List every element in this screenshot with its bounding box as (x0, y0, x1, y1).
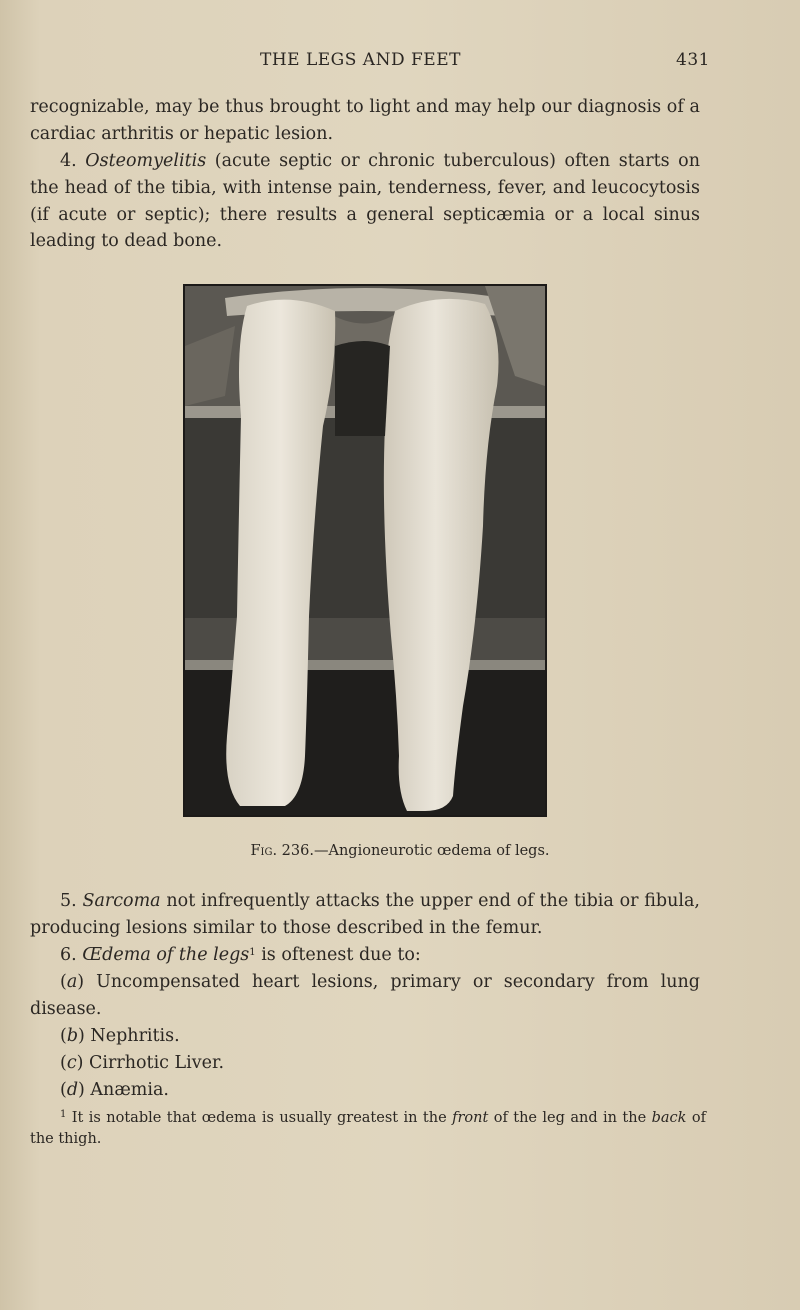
item-4-text: (acute septic or chronic tuberculous) often starts on the head of the tibia, with intense pain, tenderness, fever, and leucocytosis (if acute or septic); there results a general septicæmia or a local sinus leading to dead bone. (30, 151, 700, 252)
footnote-mark: 1 (60, 1109, 67, 1120)
footnote-ref: 1 (249, 947, 256, 958)
sublist-item-d: (d) Anæmia. (60, 1080, 169, 1100)
figure-caption-text: —Angioneurotic œdema of legs. (313, 843, 550, 859)
sublist-item-a: (a) Uncompensated heart lesions, primary or secondary from lung disease. (30, 972, 700, 1019)
sublist-letter: a (66, 972, 78, 992)
item-5-text: not infrequently attacks the upper end of the tibia or fibula, producing lesions similar to those described in the femur. (30, 891, 700, 938)
item-5-number: 5. (60, 891, 83, 911)
item-6-term: Œdema of the legs (82, 945, 250, 965)
sublist-letter: d (66, 1080, 79, 1100)
footnote-back: back (651, 1110, 687, 1126)
footnote (30, 1108, 706, 1150)
legs-photograph (185, 286, 545, 815)
figure-photo-legs (183, 284, 547, 817)
sublist-letter: b (66, 1026, 79, 1046)
page-title: THE LEGS AND FEET (260, 50, 461, 70)
footnote-text-2: of the leg and in the (488, 1110, 652, 1126)
sublist-text: Cirrhotic Liver. (83, 1053, 225, 1073)
item-5-paragraph (30, 888, 700, 942)
item-4-term: Osteomyelitis (85, 151, 207, 171)
item-4-paragraph (30, 148, 700, 255)
sublist-text: Anæmia. (84, 1080, 169, 1100)
intro-paragraph (30, 94, 700, 148)
running-header (30, 50, 710, 78)
sublist-text: Nephritis. (84, 1026, 180, 1046)
footnote-front: front (452, 1110, 489, 1126)
sublist-text: Uncompensated heart lesions, primary or secondary from lung disease. (30, 972, 700, 1019)
figure-caption (0, 843, 800, 859)
sublist-letter: c (66, 1053, 77, 1073)
intro-text: recognizable, may be thus brought to light and may help our diagnosis of a cardiac arthritis or hepatic lesion. (30, 97, 700, 144)
footnote-text-3: of the thigh. (30, 1110, 706, 1147)
figure-label: Fig. 236. (250, 843, 314, 859)
footnote-text-1: It is notable that œdema is usually greatest in the (66, 1110, 453, 1126)
item-6-paragraph (30, 942, 700, 969)
sublist-item-c: (c) Cirrhotic Liver. (60, 1053, 225, 1073)
item-5-term: Sarcoma (82, 891, 161, 911)
page-number: 431 (676, 50, 710, 70)
sublist-item-b: (b) Nephritis. (60, 1026, 180, 1046)
item-4-number: 4. (60, 151, 86, 171)
item-6-text: is oftenest due to: (255, 945, 421, 965)
item-6-number: 6. (60, 945, 83, 965)
